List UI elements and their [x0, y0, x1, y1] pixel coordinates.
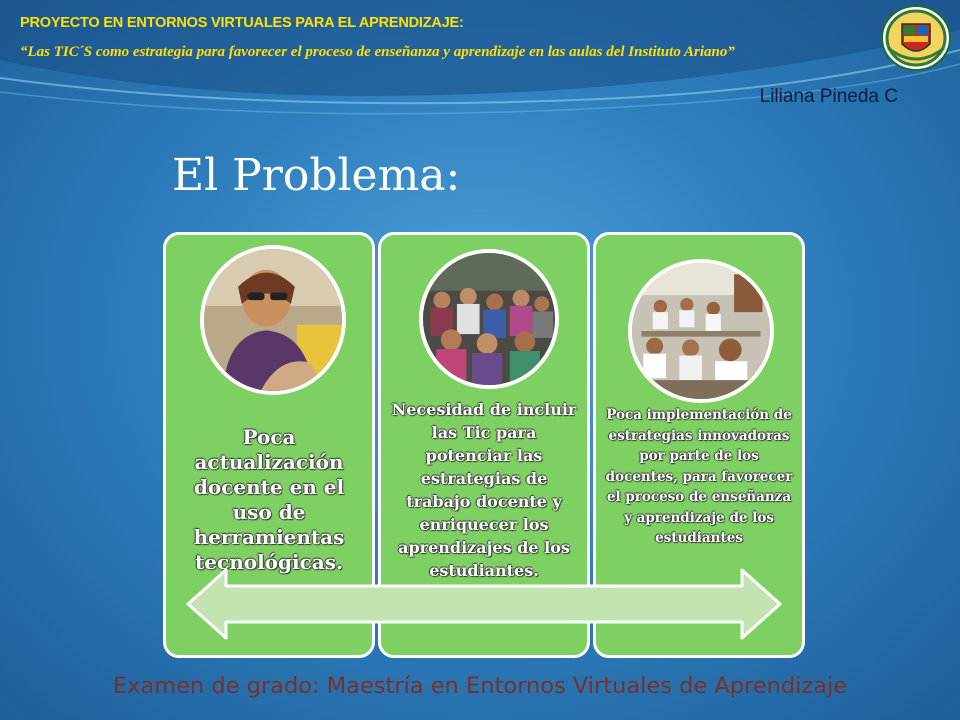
- card-1-text: Poca actualización docente en el uso de herramientas tecnológicas.: [193, 425, 345, 574]
- classroom-photo: [628, 259, 774, 403]
- double-arrow-icon: [186, 568, 782, 640]
- school-crest-icon: [880, 4, 952, 72]
- project-title: PROYECTO EN ENTORNOS VIRTUALES PARA EL APRENDIZAJE:: [20, 15, 464, 31]
- footer-caption: Examen de grado: Maestría en Entornos Virtuales de Aprendizaje: [112, 673, 848, 699]
- card-3-text: Poca implementación de estrategias innovadoras por parte de los docentes, para favorecer el proceso de enseñanza y aprendizaje de los estudiantes: [605, 407, 793, 546]
- author-name: Liliana Pineda C: [759, 86, 898, 107]
- slide-title: El Problema:: [172, 150, 461, 201]
- project-subtitle: “Las TIC´S como estrategia para favorecer el proceso de enseñanza y aprendizaje en las aulas del Instituto Ariano”: [20, 44, 735, 60]
- audience-photo: [419, 249, 559, 389]
- teacher-photo: [200, 245, 346, 395]
- card-2-text: Necesidad de incluir las Tic para potenciar las estrategias de trabajo docente y enriquecer los aprendizajes de los estudiantes.: [391, 400, 577, 580]
